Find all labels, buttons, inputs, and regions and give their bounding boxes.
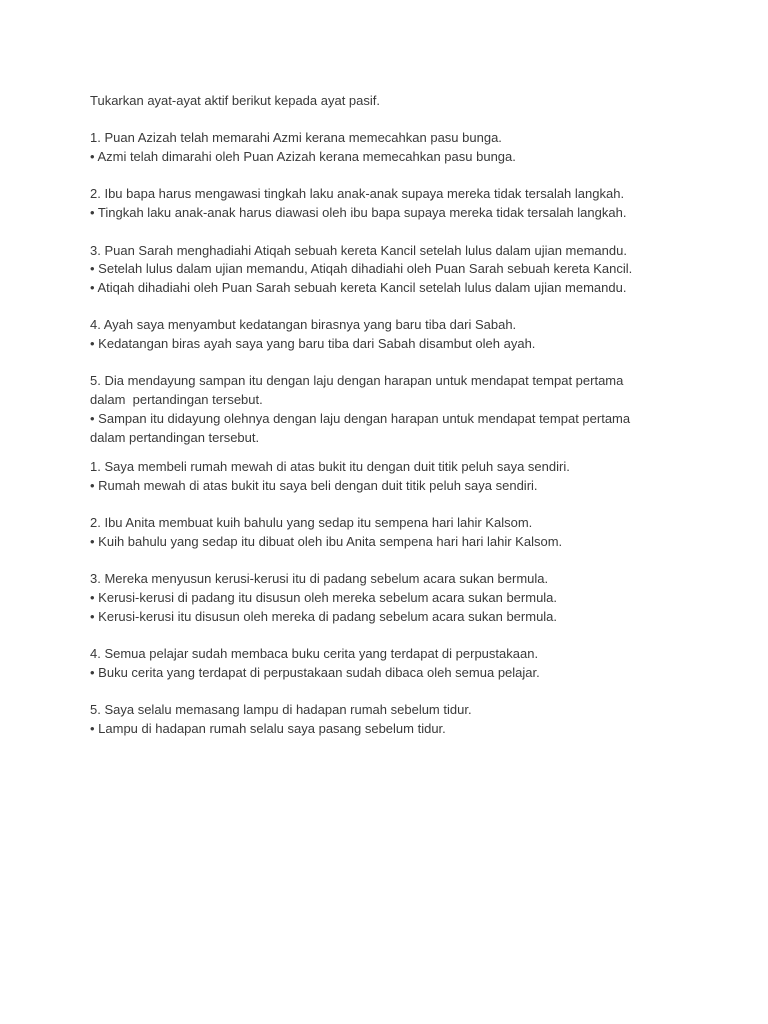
exercise-item <box>90 372 690 447</box>
active-sentence: 2. Ibu bapa harus mengawasi tingkah laku anak-anak supaya mereka tidak tersalah langkah. <box>90 186 625 202</box>
passive-answer: • Sampan itu didayung olehnya dengan laju dengan harapan untuk mendapat tempat pertama dalam pertandingan tersebut. <box>90 410 631 445</box>
exercise-item <box>90 185 690 222</box>
active-sentence: 5. Saya selalu memasang lampu di hadapan rumah sebelum tidur. <box>90 702 472 718</box>
passive-answer: • Lampu di hadapan rumah selalu saya pasang sebelum tidur. <box>90 721 446 737</box>
passive-answer: • Rumah mewah di atas bukit itu saya beli dengan duit titik peluh saya sendiri. <box>90 477 538 493</box>
passive-answer: • Azmi telah dimarahi oleh Puan Azizah kerana memecahkan pasu bunga. <box>90 149 516 165</box>
active-sentence: 1. Saya membeli rumah mewah di atas bukit itu dengan duit titik peluh saya sendiri. <box>90 459 570 475</box>
passive-answer: • Tingkah laku anak-anak harus diawasi oleh ibu bapa supaya mereka tidak tersalah langkah. <box>90 205 627 221</box>
passive-answer: • Buku cerita yang terdapat di perpustakaan sudah dibaca oleh semua pelajar. <box>90 664 540 680</box>
passive-answer: • Setelah lulus dalam ujian memandu, Atiqah dihadiahi oleh Puan Sarah sebuah kereta Kancil. <box>90 261 633 277</box>
exercise-item <box>90 645 690 682</box>
document-page <box>90 92 690 757</box>
instruction-text: Tukarkan ayat-ayat aktif berikut kepada ayat pasif. <box>90 93 381 108</box>
active-sentence: 3. Puan Sarah menghadiahi Atiqah sebuah kereta Kancil setelah lulus dalam ujian memandu. <box>90 242 627 258</box>
active-sentence: 5. Dia mendayung sampan itu dengan laju dengan harapan untuk mendapat tempat pertama dalam pertandingan tersebut. <box>90 373 624 408</box>
exercise-item <box>90 242 690 298</box>
exercise-item <box>90 129 690 166</box>
section-a <box>90 129 690 447</box>
exercise-item <box>90 514 690 551</box>
exercise-item <box>90 701 690 738</box>
active-sentence: 3. Mereka menyusun kerusi-kerusi itu di padang sebelum acara sukan bermula. <box>90 571 549 587</box>
passive-answer: • Kerusi-kerusi di padang itu disusun oleh mereka sebelum acara sukan bermula. <box>90 590 558 606</box>
active-sentence: 1. Puan Azizah telah memarahi Azmi kerana memecahkan pasu bunga. <box>90 130 502 146</box>
exercise-item <box>90 570 690 626</box>
exercise-item <box>90 458 690 495</box>
active-sentence: 4. Semua pelajar sudah membaca buku cerita yang terdapat di perpustakaan. <box>90 646 539 662</box>
passive-answer: • Kerusi-kerusi itu disusun oleh mereka di padang sebelum acara sukan bermula. <box>90 608 558 624</box>
passive-answer: • Kuih bahulu yang sedap itu dibuat oleh ibu Anita sempena hari hari lahir Kalsom. <box>90 534 563 550</box>
passive-answer: • Kedatangan biras ayah saya yang baru tiba dari Sabah disambut oleh ayah. <box>90 336 536 352</box>
active-sentence: 4. Ayah saya menyambut kedatangan birasnya yang baru tiba dari Sabah. <box>90 317 517 333</box>
exercise-item <box>90 316 690 353</box>
active-sentence: 2. Ibu Anita membuat kuih bahulu yang sedap itu sempena hari lahir Kalsom. <box>90 515 533 531</box>
section-b <box>90 458 690 738</box>
passive-answer: • Atiqah dihadiahi oleh Puan Sarah sebuah kereta Kancil setelah lulus dalam ujian memandu. <box>90 279 627 295</box>
